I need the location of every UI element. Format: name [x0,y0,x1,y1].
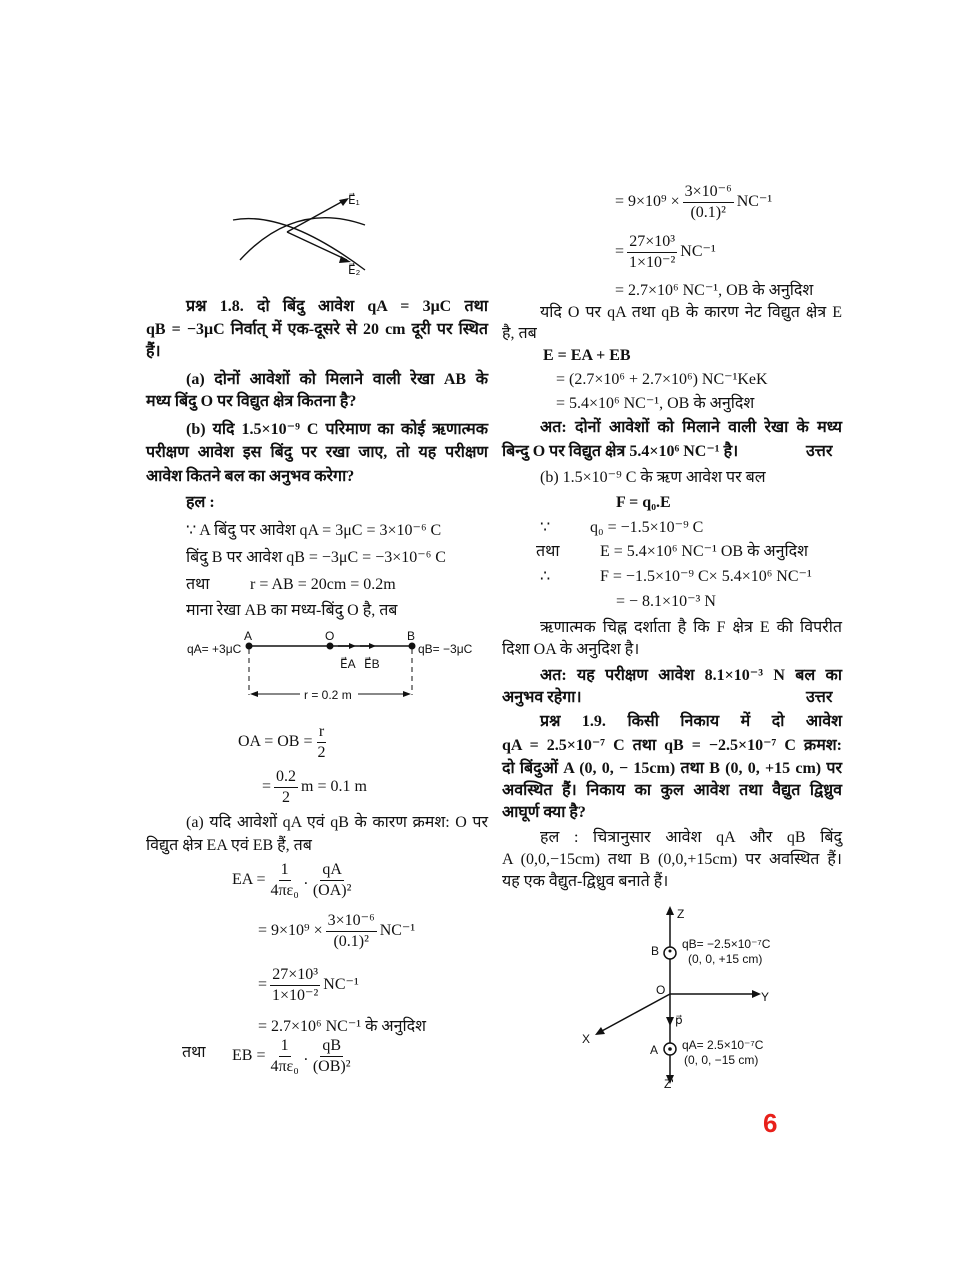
equation-force-calc: F = −1.5×10⁻⁹ C× 5.4×10⁶ NC⁻¹ [600,568,812,585]
point-a-label: A [650,1043,659,1057]
solution-line: r = AB = 20cm = 0.2m [250,576,396,593]
fraction [627,232,677,273]
net-field-line: है, तब [502,325,537,342]
denominator: 4πε₀ [270,882,299,899]
fraction [270,965,320,1006]
part-a-solution: (a) यदि आवेशों qA एवं qB के कारण क्रमश: O पर [186,814,488,831]
numerator: qB [320,1036,343,1057]
numerator: qA [320,860,344,881]
numerator: 27×10³ [627,232,677,253]
solution-line: हल : चित्रानुसार आवेश qA और qB बिंदु [540,829,842,846]
answer-label: उत्तर [806,689,833,706]
part-a-solution: विद्युत क्षेत्र EA एवं EB हैं, तब [146,837,312,854]
e2-label: E⃗₂ [348,263,361,277]
eq-text: तथा [536,543,560,560]
eq-text: = [258,976,268,994]
solution-line: ∵ A बिंदु पर आवेश qA = 3μC = 3×10⁻⁶ C [186,522,442,539]
conclusion-line: अत: दोनों आवेशों को मिलाने वाली रेखा के मध्य [540,419,842,436]
x-axis-label: X [582,1032,591,1046]
conclusion-line: अत: यह परीक्षण आवेश 8.1×10⁻³ N बल का [540,667,842,684]
numerator: 0.2 [274,767,298,788]
numerator: 3×10⁻⁶ [326,911,377,932]
equation-eb-result: = 2.7×10⁶ NC⁻¹, OB के अनुदिश [615,282,814,299]
solution-line: बिंदु B पर आवेश qB = −3μC = −3×10⁻⁶ C [186,549,446,566]
denominator: 4πε₀ [270,1058,299,1075]
solution-heading: हल : [186,494,215,511]
question-1-8-line: हैं। [146,343,161,360]
equation-eb-step [615,232,716,273]
eq-text: EB = [232,1047,266,1065]
numerator: 1 [279,1036,291,1057]
equation-oa-value [262,767,367,808]
eq-text: ∴ [540,568,551,585]
equation-eb-step [615,182,772,223]
equation-q0: q₀ = −1.5×10⁻⁹ C [590,519,704,536]
denominator: (OB)² [312,1058,351,1075]
fraction [311,1036,353,1077]
fraction [274,767,298,808]
numerator: 27×10³ [270,965,320,986]
numerator: 1 [279,860,291,881]
eq-text: NC⁻¹ [379,922,416,940]
fraction [683,182,734,223]
question-part-a: (a) दोनों आवेशों को मिलाने वाली रेखा AB के [186,371,488,388]
eq-text: m = 0.1 m [301,778,367,796]
denominator: (0.1)² [690,204,726,221]
solution-line: तथा [186,576,210,593]
equation-force: F = q₀.E [616,494,671,511]
solution-line: A (0,0,−15cm) तथा B (0,0,+15cm) पर अवस्थित हैं। [502,851,842,868]
e1-label: E⃗₁ [348,193,360,207]
eq-text: ∵ [540,519,551,536]
point-b-label: B [407,629,416,643]
eq-text: EA = [232,871,266,889]
z-axis-label: Z [677,907,685,921]
charge-b-label: qB= −2.5×10⁻⁷C [682,937,771,951]
dipole-moment-label: p⃗ [675,1013,683,1027]
question-part-b: (b) यदि 1.5×10⁻⁹ C परिमाण का कोई ऋणात्मक [186,421,488,438]
force-heading: (b) 1.5×10⁻⁹ C के ऋण आवेश पर बल [540,469,766,486]
equation-net-field: = 5.4×10⁶ NC⁻¹, OB के अनुदिश [556,395,755,412]
denominator: 2 [317,744,326,761]
eq-text: तथा [182,1044,206,1061]
fraction [316,722,328,763]
question-1-9-line: दो बिंदुओं A (0, 0, − 15cm) तथा B (0, 0, +15 cm) पर [502,760,842,777]
equation-net-field: E = EA + EB [543,347,631,364]
equation-ea-step [258,965,359,1006]
conclusion-line: अनुभव रहेगा। [502,689,582,706]
dipole-axes-diagram [570,900,790,1100]
equation-ea: EA = $\frac{1}{\text{4πε₀}}$ . $\frac{qA}{\text{(OA)²}}$ [232,861,352,899]
equation-net-field: = (2.7×10⁶ + 2.7×10⁶) NC⁻¹KeK [556,371,768,388]
charge-b-position: (0, 0, +15 cm) [688,952,763,966]
fraction [326,911,377,952]
net-field-line: यदि O पर qA तथा qB के कारण नेट विद्युत क्षेत्र E [540,304,842,321]
question-1-9-line: प्रश्न 1.9. किसी निकाय में दो आवेश [540,713,842,730]
y-axis-label: Y [761,990,770,1004]
numerator: 3×10⁻⁶ [683,182,734,203]
denominator: 2 [282,789,291,806]
question-1-9-line: qA = 2.5×10⁻⁷ C तथा qB = −2.5×10⁻⁷ C क्रमश: [502,737,842,754]
page-number: 6 [763,1108,778,1138]
question-1-8-line: qB = −3μC निर्वात् में एक-दूसरे से 20 cm दूरी पर स्थित [146,321,488,338]
eq-text: OA = OB = [238,733,313,751]
fraction [268,860,300,901]
charge-b-label: qB= −3μC [418,642,473,656]
denominator: 1×10⁻² [629,254,676,271]
field-lines-figure [225,180,385,280]
distance-label: r = 0.2 m [304,688,352,702]
point-o-label: O [325,629,335,643]
explanation-line: दिशा OA के अनुदिश है। [502,641,640,658]
denominator: (0.1)² [333,933,369,950]
denominator: (OA)² [312,882,352,899]
equation-e: E = 5.4×10⁶ NC⁻¹ OB के अनुदिश [600,543,809,560]
equation-oa-ob [238,722,331,763]
eq-text: = [262,778,272,796]
eq-text: NC⁻¹ [736,193,773,211]
equation-eb: EB = $\frac{1}{\text{4πε₀}}$ . $\frac{qB}{\text{(OB)²}}$ [232,1037,351,1075]
eq-text: NC⁻¹ [323,976,359,994]
eq-text: = 9×10⁹ × [615,193,680,211]
equation-ea-step [258,911,415,952]
solution-line: माना रेखा AB का मध्य-बिंदु O है, तब [186,602,398,619]
question-part-a: मध्य बिंदु O पर विद्युत क्षेत्र कितना है? [146,393,357,410]
question-part-b: आवेश कितने बल का अनुभव करेगा? [146,468,355,485]
charge-a-position: (0, 0, −15 cm) [684,1053,759,1067]
ea-label: E⃗A [340,657,356,671]
question-1-9-line: अवस्थित हैं। निकाय का कुल आवेश तथा वैद्युत द्विध्रुव [502,782,842,799]
eq-text: = [615,243,625,261]
explanation-line: ऋणात्मक चिह्न दर्शाता है कि F क्षेत्र E की विपरीत [540,619,842,636]
charge-a-label: qA= +3μC [187,642,242,656]
numerator: r [317,722,326,743]
equation-force-result: = − 8.1×10⁻³ N [616,593,716,610]
fraction [311,860,354,901]
eq-text: NC⁻¹ [680,243,716,261]
question-part-b: परीक्षण आवेश इस बिंदु पर रखा जाए, तो यह परीक्षण [146,444,488,461]
point-b-label: B [651,944,660,958]
question-1-8-line: प्रश्न 1.8. दो बिंदु आवेश qA = 3μC तथा [186,298,488,315]
origin-label: O [656,983,666,997]
point-a-label: A [244,629,253,643]
charge-a-label: qA= 2.5×10⁻⁷C [682,1038,764,1052]
question-1-9-line: आघूर्ण क्या है? [502,804,586,821]
equation-ea-result: = 2.7×10⁶ NC⁻¹ के अनुदिश [258,1018,427,1035]
conclusion-line: बिन्दु O पर विद्युत क्षेत्र 5.4×10⁶ NC⁻¹ है। [502,443,739,460]
z-prime-axis-label: Z' [664,1077,674,1091]
solution-line: यह एक वैद्युत-द्विध्रुव बनाते हैं। [502,873,669,890]
answer-label: उत्तर [806,443,833,460]
eb-label: E⃗B [364,657,380,671]
fraction [268,1036,300,1077]
eq-text: = 9×10⁹ × [258,922,323,940]
denominator: 1×10⁻² [272,987,319,1004]
